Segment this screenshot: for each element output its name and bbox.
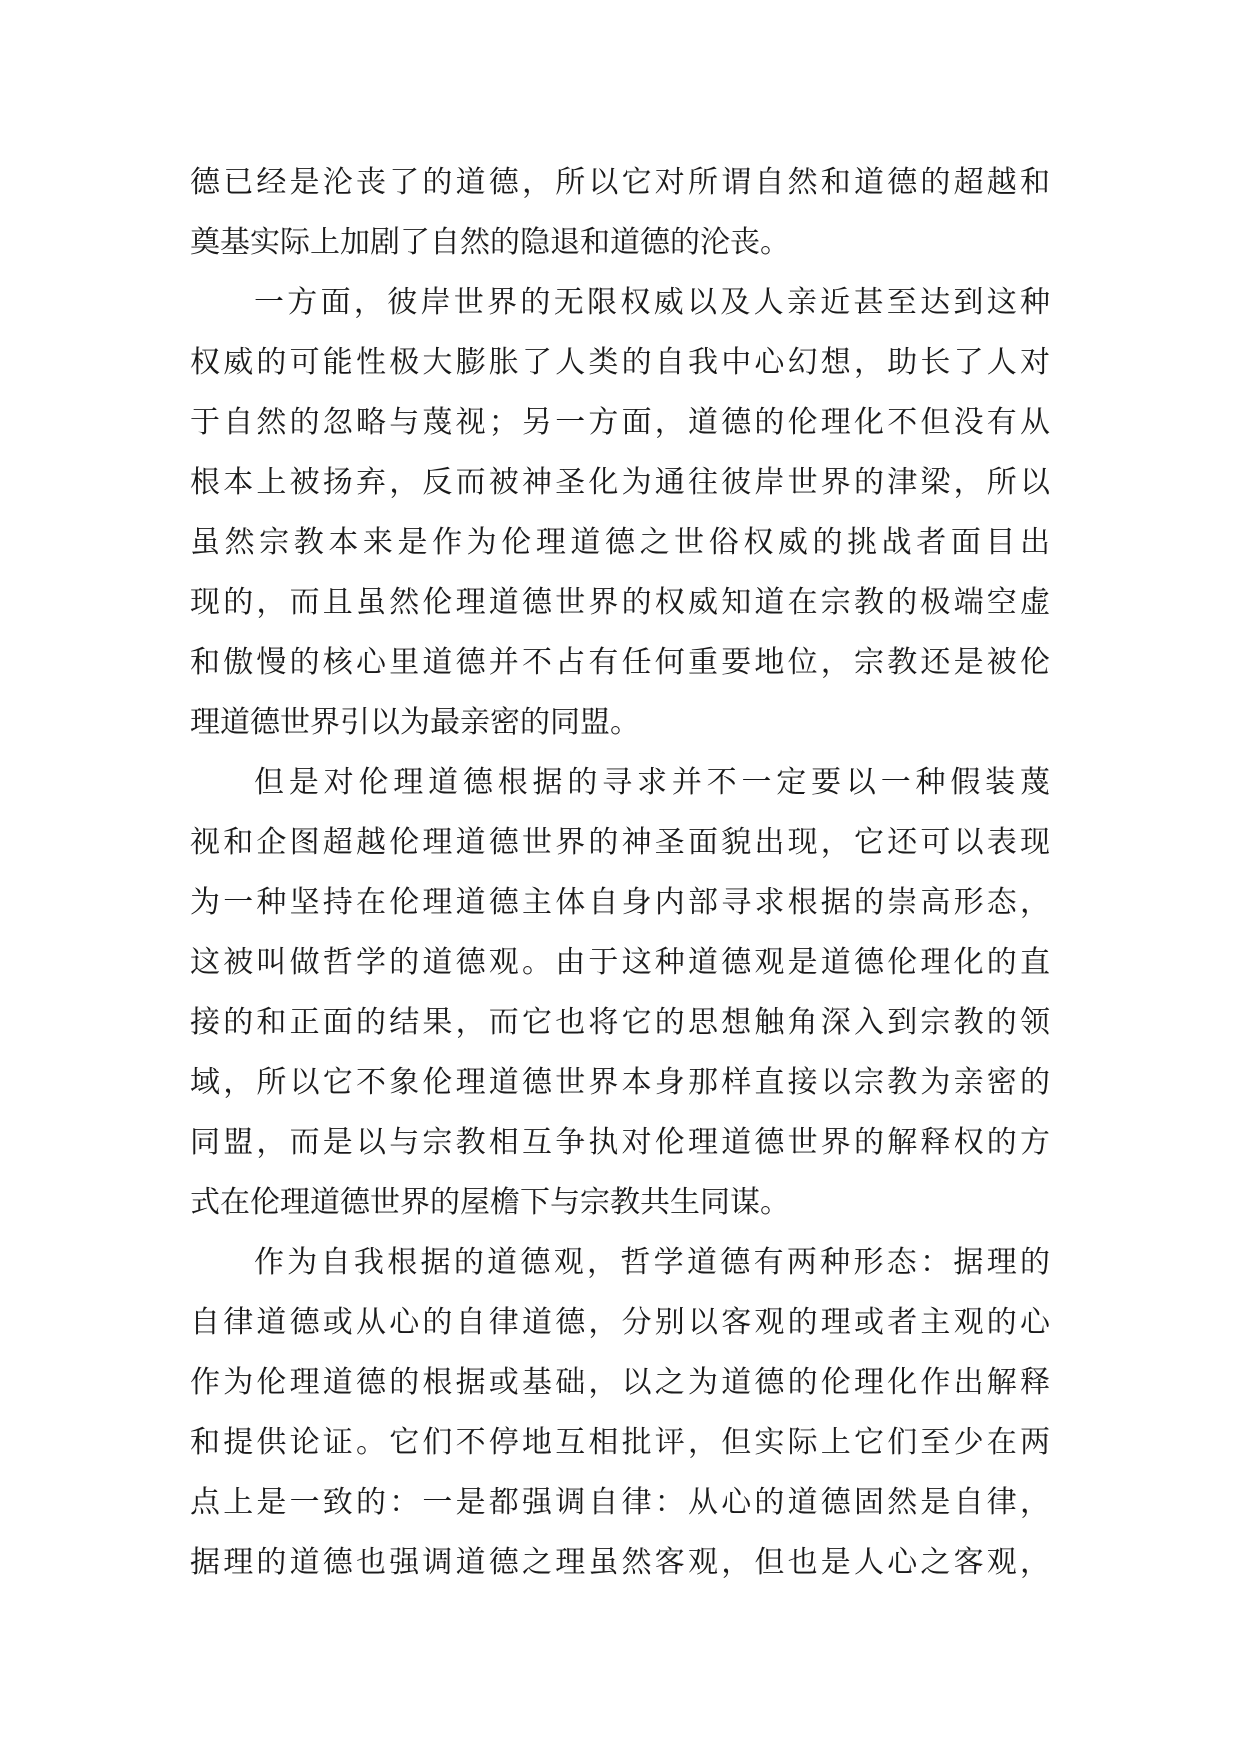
paragraph-3-line-5: 接的和正面的结果，而它也将它的思想触角深入到宗教的领 bbox=[190, 1005, 1050, 1040]
paragraph-2-line-8: 理道德世界引以为最亲密的同盟。 bbox=[190, 705, 640, 740]
paragraph-4-line-2: 自律道德或从心的自律道德，分别以客观的理或者主观的心 bbox=[190, 1305, 1050, 1340]
paragraph-3-line-7: 同盟，而是以与宗教相互争执对伦理道德世界的解释权的方 bbox=[190, 1125, 1050, 1160]
paragraph-1-line-1: 德已经是沦丧了的道德，所以它对所谓自然和道德的超越和 bbox=[190, 165, 1050, 200]
paragraph-4-line-4: 和提供论证。它们不停地互相批评，但实际上它们至少在两 bbox=[190, 1425, 1050, 1460]
paragraph-4-line-3: 作为伦理道德的根据或基础，以之为道德的伦理化作出解释 bbox=[190, 1365, 1050, 1400]
paragraph-3-line-4: 这被叫做哲学的道德观。由于这种道德观是道德伦理化的直 bbox=[190, 945, 1050, 980]
paragraph-2-line-7: 和傲慢的核心里道德并不占有任何重要地位，宗教还是被伦 bbox=[190, 645, 1050, 680]
paragraph-2-line-3: 于自然的忽略与蔑视；另一方面，道德的伦理化不但没有从 bbox=[190, 405, 1050, 440]
paragraph-3-line-2: 视和企图超越伦理道德世界的神圣面貌出现，它还可以表现 bbox=[190, 825, 1050, 860]
paragraph-2-line-2: 权威的可能性极大膨胀了人类的自我中心幻想，助长了人对 bbox=[190, 345, 1050, 380]
paragraph-4-line-5: 点上是一致的：一是都强调自律：从心的道德固然是自律， bbox=[190, 1485, 1050, 1520]
paragraph-1-line-2: 奠基实际上加剧了自然的隐退和道德的沦丧。 bbox=[190, 225, 790, 260]
paragraph-2-line-5: 虽然宗教本来是作为伦理道德之世俗权威的挑战者面目出 bbox=[190, 525, 1050, 560]
paragraph-2-line-6: 现的，而且虽然伦理道德世界的权威知道在宗教的极端空虚 bbox=[190, 585, 1050, 620]
body-text bbox=[190, 153, 1050, 1593]
paragraph-3-line-3: 为一种坚持在伦理道德主体自身内部寻求根据的崇高形态， bbox=[190, 885, 1050, 920]
paragraph-4-line-6: 据理的道德也强调道德之理虽然客观，但也是人心之客观， bbox=[190, 1545, 1050, 1580]
paragraph-3-line-1: 但是对伦理道德根据的寻求并不一定要以一种假装蔑 bbox=[254, 765, 1050, 800]
paragraph-2-line-1: 一方面，彼岸世界的无限权威以及人亲近甚至达到这种 bbox=[254, 285, 1050, 320]
paragraph-4-line-1: 作为自我根据的道德观，哲学道德有两种形态：据理的 bbox=[254, 1245, 1050, 1280]
paragraph-3-line-6: 域，所以它不象伦理道德世界本身那样直接以宗教为亲密的 bbox=[190, 1065, 1050, 1100]
paragraph-2-line-4: 根本上被扬弃，反而被神圣化为通往彼岸世界的津梁，所以 bbox=[190, 465, 1050, 500]
paragraph-3-line-8: 式在伦理道德世界的屋檐下与宗教共生同谋。 bbox=[190, 1185, 790, 1220]
